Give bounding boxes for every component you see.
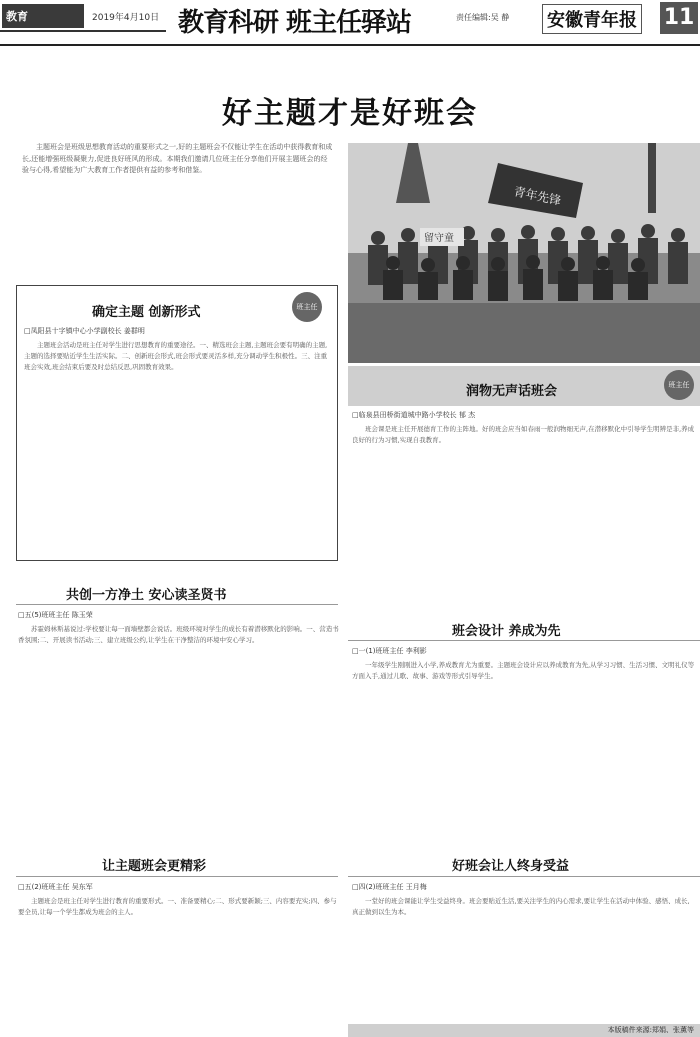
article-2-byline: □五(5)班班主任 陈玉荣 <box>18 611 93 619</box>
article-6-byline: □四(2)班班主任 王月梅 <box>352 883 427 891</box>
article-6-body: 一堂好的班会课能让学生受益终身。班会要贴近生活,要关注学生的内心需求,要让学生在活动中体验、感悟、成长,真正做到以生为本。 <box>352 897 690 916</box>
article-1-byline: □凤阳县十字镇中心小学副校长 姜群明 <box>24 327 145 335</box>
article-5-byline: □一(1)班班主任 李利影 <box>352 647 427 655</box>
editor-credit: 责任编辑:吴 静 <box>456 13 510 22</box>
intro-text: 主题班会是班级思想教育活动的重要形式之一,好的主题班会不仅能让学生在活动中获得教育和成长,还能增强班级凝聚力,促进良好班风的形成。本期我们邀请几位班主任分享他们开展主题班会的经验与心得,希望能为广大教育工作者提供有益的参考和借鉴。 <box>22 143 333 174</box>
page-headline: 好主题才是好班会 <box>222 96 478 131</box>
column-logo-icon: 班主任 <box>292 292 322 322</box>
article-4-title: 润物无声话班会 <box>466 384 558 399</box>
group-photo <box>348 143 700 363</box>
article-1-title: 确定主题 创新形式 <box>92 305 201 320</box>
masthead <box>0 0 700 48</box>
article-6-rule <box>348 876 700 877</box>
article-3-title: 让主题班会更精彩 <box>102 859 207 874</box>
page-number: 11 <box>660 2 698 34</box>
article-5-body: 一年级学生刚刚进入小学,养成教育尤为重要。主题班会设计应以养成教育为先,从学习习惯、生活习惯、文明礼仪等方面入手,通过儿歌、故事、游戏等形式引导学生。 <box>352 661 695 680</box>
footer-bar <box>348 1024 700 1037</box>
article-2-title: 共创一方净土 安心读圣贤书 <box>66 588 227 603</box>
column-logo-icon-2: 班主任 <box>664 370 694 400</box>
article-6-title: 好班会让人终身受益 <box>452 859 570 874</box>
article-1-body: 主题班会活动是班主任对学生进行思想教育的重要途径。一、精选班会主题,主题班会要有明确的主题,主题的选择要贴近学生生活实际。二、创新班会形式,班会形式要灵活多样,充分调动学生积极性。三、注重班会实效,班会结束后要及时总结反思,巩固教育效果。 <box>24 341 328 371</box>
article-2-rule <box>16 604 338 605</box>
article-2-body: 苏霍姆林斯基说过:学校要让每一面墙壁都会说话。班级环境对学生的成长有着潜移默化的影响。一、营造书香氛围;二、开展读书活动;三、建立班级公约,让学生在干净整洁的环境中安心学习。 <box>18 625 339 644</box>
section-badge: 教育 <box>2 4 84 28</box>
masthead-divider <box>0 44 700 46</box>
column-title: 教育科研 班主任驿站 <box>178 8 412 38</box>
group-photo-image <box>348 143 700 363</box>
article-3-rule <box>16 876 338 877</box>
photo-banner-text: 青年先锋 <box>512 184 563 208</box>
article-4-body: 班会课是班主任开展德育工作的主阵地。好的班会应当如春雨一般润物细无声,在潜移默化中引导学生明辨是非,养成良好的行为习惯,实现自我教育。 <box>352 425 695 444</box>
photo-sign-text: 留守童 <box>424 233 454 244</box>
article-5-rule <box>348 640 700 641</box>
article-3-byline: □五(2)班班主任 吴东军 <box>18 883 93 891</box>
issue-date: 2019年4月10日 <box>92 13 160 23</box>
article-5-title: 班会设计 养成为先 <box>452 624 561 639</box>
paper-name: 安徽青年报 <box>542 4 642 34</box>
article-3-body: 主题班会是班主任对学生进行教育的重要形式。一、准备要精心;二、形式要新颖;三、内容要充实;四、参与要全员,让每一个学生都成为班会的主人。 <box>18 897 337 916</box>
article-4-byline: □临泉县田桥街道城中路小学校长 郁 杰 <box>352 411 476 419</box>
masthead-rule <box>0 30 166 32</box>
footer-credit: 本版稿件来源:郑娟、张薰等 <box>607 1026 694 1034</box>
